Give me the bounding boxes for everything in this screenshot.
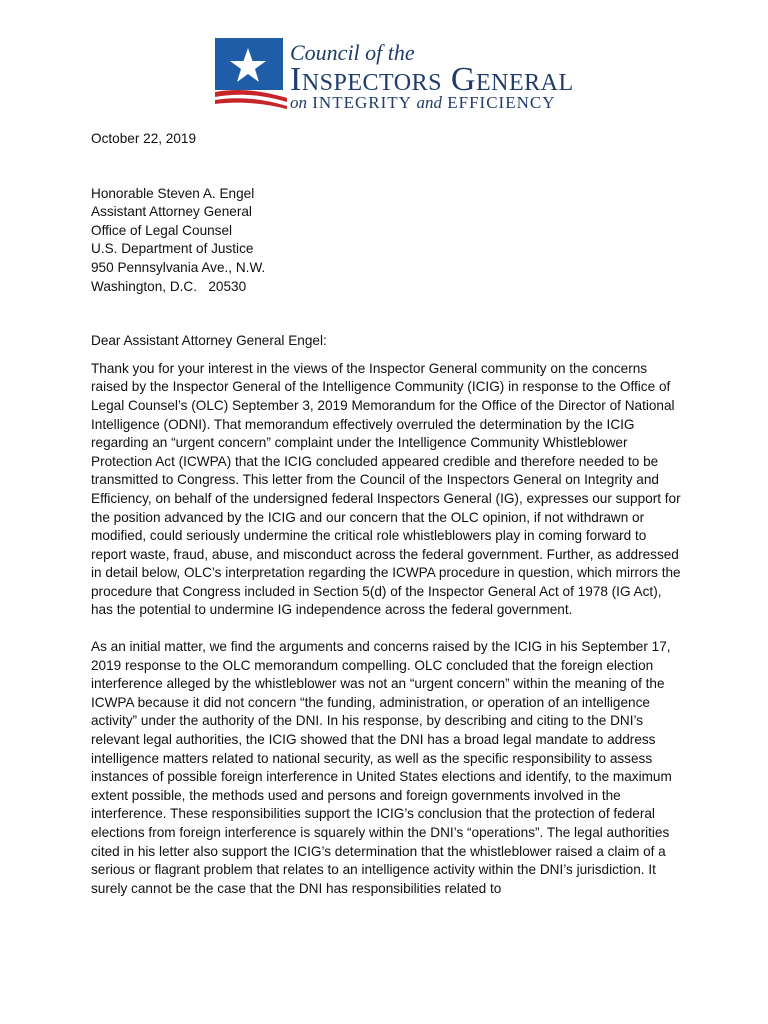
logo-word-and: and [416, 93, 443, 112]
address-line: U.S. Department of Justice [91, 241, 254, 257]
address-line: Honorable Steven A. Engel [91, 185, 255, 201]
body-paragraph: As an initial matter, we find the arguments and concerns raised by the ICIG in his September 17, 2019 response to the OLC memorandum compelling. OLC concluded that the foreign election interference alleged by the whistleblower was not an “urgent concern” within the meaning of the ICWPA because it did not concern “the funding, administration, or operation of an intelligence activity” under the authority of the DNI. In his response, by describing and citing to the DNI’s relevant legal authorities, the ICIG showed that the DNI has a broad legal mandate to address intelligence matters related to national security, as well as the specific responsibility to assess instances of possible foreign interference in United States elections and identify, to the maximum extent possible, the methods used and persons and foreign governments involved in the interference. These responsibilities support the ICIG’s conclusion that the protection of federal elections from foreign interference is squarely within the DNI’s “operations”. The legal authorities cited in his letter also support the ICIG’s determination that the whistleblower raised a claim of a serious or flagrant problem that relates to an intelligence activity within the DNI’s jurisdiction. It surely cannot be the case that the DNI has responsibilities related to [91, 639, 672, 896]
logo-line-integrity-efficiency [290, 93, 556, 113]
address-line: Office of Legal Counsel [91, 222, 233, 238]
letter-date: October 22, 2019 [91, 131, 197, 146]
letter-body [91, 130, 683, 916]
salutation: Dear Assistant Attorney General Engel: [91, 333, 327, 349]
logo-word-integrity: INTEGRITY [312, 93, 412, 112]
flag-star-icon [215, 36, 287, 110]
cigie-logo [215, 36, 625, 110]
logo-word-efficiency: EFFICIENCY [447, 93, 556, 112]
address-line: Washington, D.C. 20530 [91, 278, 247, 294]
recipient-address [91, 185, 683, 297]
address-line: Assistant Attorney General [91, 204, 252, 220]
logo-word-on: on [290, 93, 307, 112]
address-line: 950 Pennsylvania Ave., N.W. [91, 259, 266, 275]
body-paragraph: Thank you for your interest in the views of the Inspector General community on the concerns raised by the Inspector General of the Intelligence Community (ICIG) in response to the Office of Legal Counsel’s (OLC) September 3, 2019 Memorandum for the Office of the Director of National Intelligence (ODNI). That memorandum effectively overruled the determination by the ICIG regarding an “urgent concern” complaint under the Intelligence Community Whistleblower Protection Act (ICWPA) that the ICIG concluded appeared credible and therefore needed to be transmitted to Congress. This letter from the Council of the Inspectors General on Integrity and Efficiency, on behalf of the undersigned federal Inspectors General (IG), expresses our support for the position advanced by the ICIG and our concern that the OLC opinion, if not withdrawn or modified, could seriously undermine the critical role whistleblowers play in coming forward to report waste, fraud, abuse, and misconduct across the federal government. Further, as addressed in detail below, OLC’s interpretation regarding the ICWPA procedure in question, which mirrors the procedure that Congress included in Section 5(d) of the Inspector General Act of 1978 (IG Act), has the potential to undermine IG independence across the federal government. [91, 360, 681, 618]
logo-line-inspectors-general: Inspectors General [290, 61, 574, 98]
logo-line-council: Council of the [290, 40, 415, 65]
